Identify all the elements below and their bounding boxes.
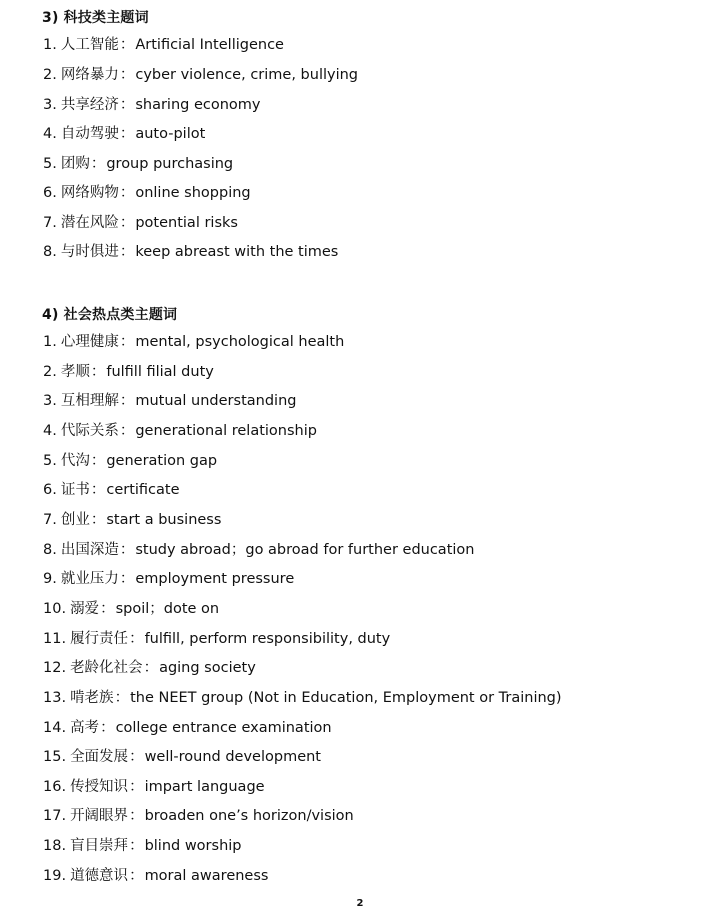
item-separator: ：: [129, 868, 144, 884]
item-number: 11.: [43, 631, 67, 647]
item-term: 道德意识: [70, 868, 129, 884]
item-separator: ：: [90, 364, 106, 380]
item-definition: auto-pilot: [135, 126, 206, 142]
item-separator: ：: [90, 156, 106, 172]
item-separator: ：: [100, 720, 115, 736]
item-number: 4.: [43, 126, 57, 142]
item-number: 1.: [43, 334, 57, 350]
item-number: 10.: [43, 601, 67, 617]
item-term: 代沟: [60, 453, 90, 469]
item-definition: certificate: [106, 482, 180, 498]
item-separator: ：: [119, 97, 135, 113]
item-term: 创业: [60, 512, 90, 528]
item-definition: generation gap: [106, 453, 218, 469]
item-number: 6.: [43, 482, 57, 498]
item-definition: well-round development: [144, 749, 321, 765]
item-number: 2.: [43, 67, 57, 83]
item-definition: aging society: [159, 660, 256, 676]
item-term: 证书: [60, 482, 90, 498]
item-number: 15.: [43, 749, 67, 765]
item-separator: ：: [119, 215, 135, 231]
list-item: [43, 837, 242, 855]
item-number: 8.: [43, 244, 57, 260]
item-term: 团购: [60, 156, 90, 172]
list-item: [43, 630, 390, 648]
item-term: 与时俱进: [60, 244, 119, 260]
item-term: 共享经济: [60, 97, 119, 113]
list-item: [43, 867, 268, 885]
item-term: 传授知识: [70, 779, 129, 795]
item-separator: ：: [100, 601, 115, 617]
item-number: 4.: [43, 423, 57, 439]
section-heading-tech: 3) 科技类主题词: [42, 10, 149, 26]
item-term: 孝顺: [60, 364, 90, 380]
list-item: [43, 422, 317, 440]
item-separator: ：: [129, 838, 144, 854]
item-term: 高考: [70, 720, 100, 736]
item-number: 9.: [43, 571, 57, 587]
item-number: 14.: [43, 720, 67, 736]
list-item: [43, 778, 265, 796]
list-item: [43, 452, 217, 470]
list-item: [43, 155, 233, 173]
item-definition: the NEET group (Not in Education, Employment or Training): [130, 690, 562, 706]
item-definition: impart language: [144, 779, 265, 795]
item-number: 3.: [43, 393, 57, 409]
list-item: [43, 243, 338, 261]
item-number: 5.: [43, 453, 57, 469]
item-number: 5.: [43, 156, 57, 172]
item-separator: ：: [129, 808, 144, 824]
item-number: 8.: [43, 542, 57, 558]
item-separator: ：: [129, 749, 144, 765]
page-number: 2: [356, 898, 364, 909]
list-item: [43, 481, 180, 499]
item-definition: fulfill, perform responsibility, duty: [144, 631, 391, 647]
item-definition: mental, psychological health: [135, 334, 345, 350]
item-term: 网络购物: [60, 185, 119, 201]
item-separator: ：: [119, 334, 135, 350]
item-separator: ：: [119, 393, 135, 409]
list-item: [43, 689, 562, 707]
item-number: 1.: [43, 37, 57, 53]
item-separator: ：: [119, 185, 135, 201]
item-definition: cyber violence, crime, bullying: [135, 67, 359, 83]
item-term: 啃老族: [70, 690, 114, 706]
item-number: 6.: [43, 185, 57, 201]
item-separator: ：: [119, 571, 135, 587]
item-number: 16.: [43, 779, 67, 795]
item-term: 履行责任: [70, 631, 129, 647]
list-item: [43, 511, 221, 529]
item-definition: online shopping: [135, 185, 251, 201]
item-number: 19.: [43, 868, 67, 884]
list-item: [43, 36, 284, 54]
item-separator: ：: [119, 423, 135, 439]
list-item: [43, 392, 296, 410]
item-number: 13.: [43, 690, 67, 706]
item-definition: generational relationship: [135, 423, 317, 439]
list-item: [43, 184, 251, 202]
item-term: 潜在风险: [60, 215, 119, 231]
item-definition: Artificial Intelligence: [135, 37, 284, 53]
list-item: [43, 570, 294, 588]
item-definition: spoil；dote on: [115, 601, 220, 617]
list-item: [43, 541, 474, 559]
item-separator: ：: [90, 453, 106, 469]
item-term: 全面发展: [70, 749, 129, 765]
item-separator: ：: [129, 631, 144, 647]
list-item: [43, 333, 344, 351]
item-separator: ：: [114, 690, 130, 706]
item-definition: group purchasing: [106, 156, 234, 172]
item-number: 7.: [43, 215, 57, 231]
item-term: 溺爱: [70, 601, 100, 617]
item-number: 3.: [43, 97, 57, 113]
item-separator: ：: [129, 779, 144, 795]
item-definition: blind worship: [144, 838, 242, 854]
item-definition: broaden one’s horizon/vision: [144, 808, 354, 824]
item-separator: ：: [119, 542, 135, 558]
item-term: 人工智能: [60, 37, 119, 53]
list-item: [43, 659, 256, 677]
list-item: [43, 96, 261, 114]
item-definition: employment pressure: [135, 571, 295, 587]
item-separator: ：: [119, 244, 135, 260]
list-item: [43, 600, 219, 618]
item-separator: ：: [143, 660, 159, 676]
list-item: [43, 125, 205, 143]
item-number: 17.: [43, 808, 67, 824]
list-item: [43, 807, 354, 825]
list-item: [43, 363, 214, 381]
item-definition: sharing economy: [135, 97, 261, 113]
item-term: 老龄化社会: [70, 660, 143, 676]
item-term: 互相理解: [60, 393, 119, 409]
item-term: 网络暴力: [60, 67, 119, 83]
list-item: [43, 214, 238, 232]
item-term: 心理健康: [60, 334, 119, 350]
item-definition: moral awareness: [144, 868, 269, 884]
item-definition: start a business: [106, 512, 222, 528]
item-separator: ：: [119, 126, 135, 142]
item-definition: college entrance examination: [115, 720, 332, 736]
item-definition: keep abreast with the times: [135, 244, 339, 260]
item-term: 开阔眼界: [70, 808, 129, 824]
item-separator: ：: [90, 482, 106, 498]
item-definition: potential risks: [135, 215, 238, 231]
item-number: 7.: [43, 512, 57, 528]
item-number: 12.: [43, 660, 67, 676]
item-term: 就业压力: [60, 571, 119, 587]
item-definition: mutual understanding: [135, 393, 297, 409]
item-separator: ：: [119, 37, 135, 53]
item-definition: study abroad；go abroad for further education: [135, 542, 475, 558]
item-number: 18.: [43, 838, 67, 854]
list-item: [43, 719, 332, 737]
item-separator: ：: [119, 67, 135, 83]
item-term: 自动驾驶: [60, 126, 119, 142]
section-heading-social: 4) 社会热点类主题词: [42, 307, 178, 323]
list-item: [43, 66, 358, 84]
item-definition: fulfill filial duty: [106, 364, 214, 380]
item-separator: ：: [90, 512, 106, 528]
item-term: 盲目崇拜: [70, 838, 129, 854]
item-number: 2.: [43, 364, 57, 380]
item-term: 出国深造: [60, 542, 119, 558]
list-item: [43, 748, 321, 766]
item-term: 代际关系: [60, 423, 119, 439]
